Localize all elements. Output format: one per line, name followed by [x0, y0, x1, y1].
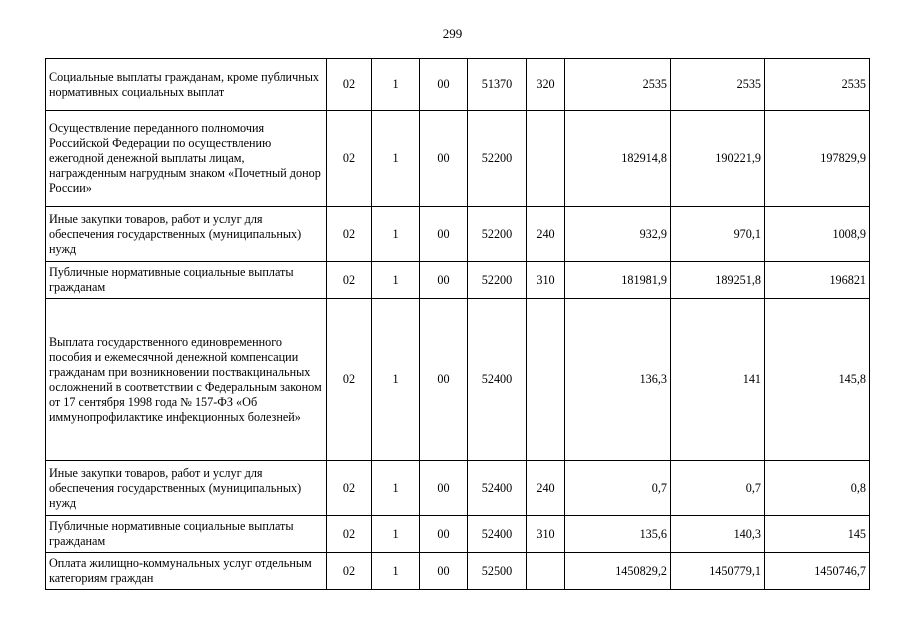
cell-subsection: 00 [420, 207, 468, 262]
cell-section: 1 [372, 553, 420, 590]
cell-value-1: 1450829,2 [565, 553, 671, 590]
cell-value-1: 182914,8 [565, 111, 671, 207]
cell-expense-type [527, 111, 565, 207]
cell-article: 51370 [468, 59, 527, 111]
row-name: Публичные нормативные социальные выплаты гражданам [46, 516, 327, 553]
cell-ministry: 02 [327, 111, 372, 207]
table-row [46, 516, 870, 553]
cell-value-1: 181981,9 [565, 262, 671, 299]
cell-section: 1 [372, 461, 420, 516]
cell-subsection: 00 [420, 111, 468, 207]
cell-value-3: 2535 [765, 59, 870, 111]
cell-expense-type: 320 [527, 59, 565, 111]
cell-subsection: 00 [420, 299, 468, 461]
cell-value-1: 0,7 [565, 461, 671, 516]
cell-section: 1 [372, 207, 420, 262]
cell-section: 1 [372, 262, 420, 299]
row-name: Социальные выплаты гражданам, кроме публичных нормативных социальных выплат [46, 59, 327, 111]
cell-subsection: 00 [420, 516, 468, 553]
cell-section: 1 [372, 299, 420, 461]
cell-article: 52200 [468, 262, 527, 299]
cell-expense-type: 310 [527, 262, 565, 299]
cell-value-3: 1450746,7 [765, 553, 870, 590]
cell-value-2: 2535 [671, 59, 765, 111]
cell-value-3: 0,8 [765, 461, 870, 516]
cell-value-2: 141 [671, 299, 765, 461]
row-name: Осуществление переданного полномочия Российской Федерации по осуществлению ежегодной денежной выплаты лицам, награжденным нагрудным знаком «Почетный донор России» [46, 111, 327, 207]
row-name: Иные закупки товаров, работ и услуг для обеспечения государственных (муниципальных) нужд [46, 461, 327, 516]
cell-subsection: 00 [420, 553, 468, 590]
cell-article: 52400 [468, 299, 527, 461]
cell-ministry: 02 [327, 207, 372, 262]
table-row [46, 461, 870, 516]
page-number: 299 [442, 26, 463, 41]
table-row [46, 207, 870, 262]
cell-section: 1 [372, 59, 420, 111]
cell-section: 1 [372, 111, 420, 207]
cell-expense-type: 310 [527, 516, 565, 553]
cell-value-3: 1008,9 [765, 207, 870, 262]
cell-value-2: 190221,9 [671, 111, 765, 207]
row-name: Оплата жилищно-коммунальных услуг отдельным категориям граждан [46, 553, 327, 590]
cell-ministry: 02 [327, 553, 372, 590]
cell-value-3: 196821 [765, 262, 870, 299]
table-row [46, 299, 870, 461]
cell-value-2: 1450779,1 [671, 553, 765, 590]
table-row [46, 553, 870, 590]
cell-article: 52200 [468, 207, 527, 262]
table-row [46, 111, 870, 207]
cell-value-1: 135,6 [565, 516, 671, 553]
row-name: Выплата государственного единовременного пособия и ежемесячной денежной компенсации гражданам при возникновении поствакцинальных осложнений в соответствии с Федеральным законом от 17 сентября 1998 года № 157-ФЗ «Об иммунопрофилактике инфекционных болезней» [46, 299, 327, 461]
cell-ministry: 02 [327, 516, 372, 553]
table-row [46, 262, 870, 299]
cell-expense-type [527, 299, 565, 461]
cell-value-2: 970,1 [671, 207, 765, 262]
cell-ministry: 02 [327, 299, 372, 461]
row-name: Публичные нормативные социальные выплаты гражданам [46, 262, 327, 299]
row-name: Иные закупки товаров, работ и услуг для обеспечения государственных (муниципальных) нужд [46, 207, 327, 262]
cell-value-2: 0,7 [671, 461, 765, 516]
cell-value-2: 140,3 [671, 516, 765, 553]
cell-expense-type [527, 553, 565, 590]
cell-value-1: 932,9 [565, 207, 671, 262]
cell-article: 52200 [468, 111, 527, 207]
cell-article: 52400 [468, 516, 527, 553]
cell-subsection: 00 [420, 262, 468, 299]
cell-ministry: 02 [327, 461, 372, 516]
cell-subsection: 00 [420, 461, 468, 516]
cell-value-3: 197829,9 [765, 111, 870, 207]
cell-article: 52400 [468, 461, 527, 516]
budget-table [45, 58, 870, 590]
cell-expense-type: 240 [527, 207, 565, 262]
cell-ministry: 02 [327, 262, 372, 299]
cell-value-3: 145 [765, 516, 870, 553]
cell-ministry: 02 [327, 59, 372, 111]
cell-subsection: 00 [420, 59, 468, 111]
table-row [46, 59, 870, 111]
cell-expense-type: 240 [527, 461, 565, 516]
cell-section: 1 [372, 516, 420, 553]
cell-article: 52500 [468, 553, 527, 590]
cell-value-1: 136,3 [565, 299, 671, 461]
cell-value-2: 189251,8 [671, 262, 765, 299]
cell-value-1: 2535 [565, 59, 671, 111]
cell-value-3: 145,8 [765, 299, 870, 461]
